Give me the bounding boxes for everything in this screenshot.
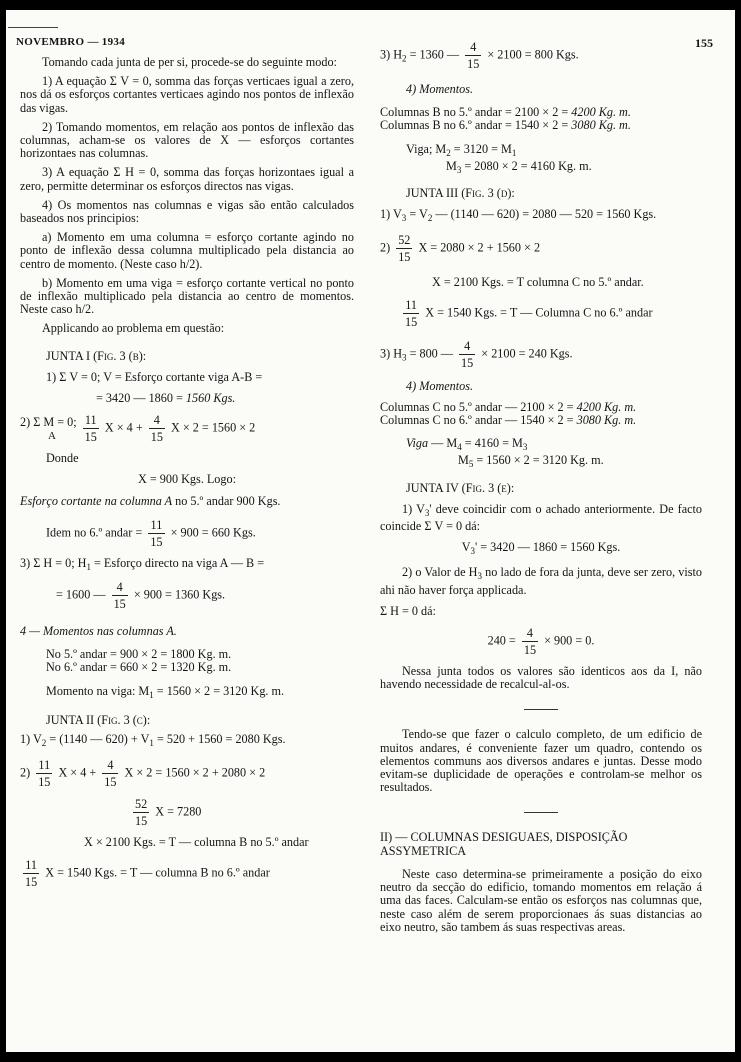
h1-equation-b: = 1600 — $\frac{4}{15}$ × 900 = 1360 Kgs. bbox=[56, 580, 226, 612]
h3-equation: 3) $H_3 = 800$ — $\frac{4}{15}$ × 2100 = 240 Kgs. bbox=[380, 338, 573, 370]
j4-paragraph-3: Nessa junta todos os valores são identicos aos da I, não havendo necessidade de recalcul-al-os. bbox=[380, 664, 702, 692]
j4-equation-1: $V_3' = 3420$ — 1860 = 1560 Kgs. bbox=[461, 540, 621, 557]
momento-viga: Momento na viga: $M_1 = 1560 \times 2 = 3120$ Kg. m. bbox=[46, 683, 285, 700]
j1-equation-2: 2) Σ M = 0; A $\frac{11}{15}$ X × 4 + $\frac{4}{15}$ X × 2 = 1560 × 2 bbox=[20, 413, 256, 445]
columnas-c-6: Columnas C no 6.º andar — 1540 × 2 = 3080 Kg. m. bbox=[380, 413, 637, 428]
junta-2-heading: JUNTA II (Fig. 3 (c): bbox=[46, 712, 151, 727]
columnas-b-6: Columnas B no 6.º andar = 1540 × 2 = 3080 Kg. m. bbox=[380, 118, 631, 133]
junta-3-heading: JUNTA III (Fig. 3 (d): bbox=[406, 186, 515, 201]
viga-m3: $M_3 = 2080 \times 2 = 4160$ Kg. m. bbox=[446, 158, 592, 175]
columnas-c-5: Columnas C no 5.º andar — 2100 × 2 = 4200 Kg. m. bbox=[380, 399, 637, 414]
j3-equation-3: X = 2100 Kgs. = T columna C no 5.º andar. bbox=[432, 275, 644, 290]
momentos-title-2: 4) Momentos. bbox=[406, 378, 474, 393]
momento-5-andar: No 5.º andar = 900 × 2 = 1800 Kg. m. bbox=[46, 647, 232, 662]
j4-sum-h: Σ H = 0 dá: bbox=[380, 603, 436, 618]
step-1: 1) A equação Σ V = 0, somma das forças verticaes igual a zero, nos dá os esforços cortantes verticaes agindo nos pontos de inflexão das vigas. bbox=[20, 74, 354, 115]
step-4: 4) Os momentos nas columnas e vigas são então calculados baseados nos principios: bbox=[20, 197, 354, 226]
idem-equation: Idem no 6.º andar = $\frac{11}{15}$ × 900 = 660 Kgs. bbox=[46, 517, 256, 549]
j2-equation-2: 2) $\frac{11}{15}$ X × 4 + $\frac{4}{15}$ X × 2 = 1560 × 2 + 2080 × 2 bbox=[20, 758, 266, 790]
running-header: NOVEMBRO — 1934 bbox=[16, 36, 125, 48]
momentos-columnas-title: 4 — Momentos nas columnas A. bbox=[20, 624, 177, 639]
section-2-text: Neste caso determina-se primeiramente a posição do eixo neutro da secção do edificio, tomando momentos em relação á uma das faces. Calculam-se então os esforços nas columnas que, neste caso além de serem proporcionaes ás suas distancias ao eixo neutro, são tambem ás suas respectivas areas. bbox=[380, 866, 702, 934]
j4-equation-2: 240 = $\frac{4}{15}$ × 900 = 0. bbox=[487, 626, 595, 658]
viga-m2: Viga; $M_2 = 3120 = M_1$ bbox=[406, 141, 517, 158]
principle-a: a) Momento em uma columna = esforço cortante agindo no ponto de inflexão dessa columna multiplicado pela distancia ao centro de momento. (Neste caso h/2). bbox=[20, 230, 354, 271]
x-result: X = 900 Kgs. Logo: bbox=[138, 472, 236, 487]
j2-equation-4: X × 2100 Kgs. = T — columna B no 5.º andar bbox=[84, 835, 309, 850]
j4-paragraph-2: 2) o Valor de $H_3$ no lado de fora da junta, deve ser zero, visto ahi não haver força applicada. bbox=[380, 565, 702, 597]
viga-m4: Viga — $M_4 = 4160 = M_3$ bbox=[406, 436, 528, 453]
apply-text: Applicando ao problema em questão: bbox=[42, 321, 225, 336]
j2-equation-3: $\frac{52}{15}$ X = 7280 bbox=[135, 797, 202, 829]
donde-text: Donde bbox=[46, 451, 79, 466]
esforco-line: Esforço cortante na columna A no 5.º andar 900 Kgs. bbox=[20, 493, 281, 508]
junta-1-heading: JUNTA I (Fig. 3 (b): bbox=[46, 348, 147, 363]
step-3: 3) A equação Σ H = 0, somma das forças horizontaes igual a zero, permitte determinar os esforços directos nas vigas. bbox=[20, 165, 354, 193]
page bbox=[6, 10, 735, 1052]
page-number: 155 bbox=[695, 36, 713, 50]
conclusion-paragraph: Tendo-se que fazer o calculo completo, de um edificio de muitos andares, é conveniente fazer um quadro, contendo os elementos communs aos diversos andares e juntas. Desse modo evitam-se duplicidade de operações e controlam-se melhor os resultados. bbox=[380, 727, 702, 795]
j1-equation-1: 1) Σ V = 0; V = Esforço cortante viga A-B = bbox=[46, 369, 263, 384]
columnas-b-5: Columnas B no 5.º andar = 2100 × 2 = 4200 Kg. m. bbox=[380, 105, 631, 120]
momentos-title-1: 4) Momentos. bbox=[406, 82, 474, 96]
step-2: 2) Tomando momentos, em relação aos pontos de inflexão das columnas, acham-se os valores de X — esforços cortantes horizontaes nas columnas. bbox=[20, 119, 354, 161]
momento-6-andar: No 6.º andar = 660 × 2 = 1320 Kg. m. bbox=[46, 660, 232, 675]
j2-equation-1: 1) $V_2 = (1140$ — $620) + V_1 = 520 + 1560 = 2080$ Kgs. bbox=[20, 732, 286, 749]
divider-2 bbox=[524, 812, 558, 813]
j3-equation-1: 1) $V_3 = V_2$ — (1140 — 620) = 2080 — 520 = 1560 Kgs. bbox=[380, 207, 657, 224]
junta-4-heading: JUNTA IV (Fig. 3 (e): bbox=[406, 480, 515, 495]
section-2-title: II) — COLUMNAS DESIGUAES, DISPOSIÇÃO ASSYMETRICA bbox=[380, 830, 628, 858]
viga-m5: $M_5 = 1560 \times 2 = 3120$ Kg. m. bbox=[458, 453, 604, 470]
h2-equation: 3) $H_2 = 1360$ — $\frac{4}{15}$ × 2100 = 800 Kgs. bbox=[380, 40, 579, 71]
left-column bbox=[20, 56, 354, 897]
principle-b: b) Momento em uma viga = esforço cortante vertical no ponto de inflexão multiplicado pela distancia ao centro de momentos. Neste caso h/2. bbox=[20, 275, 354, 317]
j3-equation-2: 2) $\frac{52}{15}$ X = 2080 × 2 + 1560 × 2 bbox=[380, 233, 541, 265]
j2-equation-5: $\frac{11}{15}$ X = 1540 Kgs. = T — columna B no 6.º andar bbox=[25, 857, 270, 889]
j4-paragraph-1: 1) $V_3'$ deve coincidir com o achado anteriormente. De facto coincide Σ V = 0 dá: bbox=[380, 501, 702, 534]
divider-1 bbox=[524, 709, 558, 710]
right-column bbox=[380, 32, 702, 940]
j1-equation-1b: = 3420 — 1860 = 1560 Kgs. bbox=[96, 391, 236, 406]
j3-equation-4: $\frac{11}{15}$ X = 1540 Kgs. = T — Columna C no 6.º andar bbox=[405, 297, 653, 329]
h1-equation: 3) Σ H = 0; $H_1$ = Esforço directo na viga A — B = bbox=[20, 555, 265, 572]
intro-paragraph: Tomando cada junta de per si, procede-se do seguinte modo: bbox=[42, 55, 337, 69]
